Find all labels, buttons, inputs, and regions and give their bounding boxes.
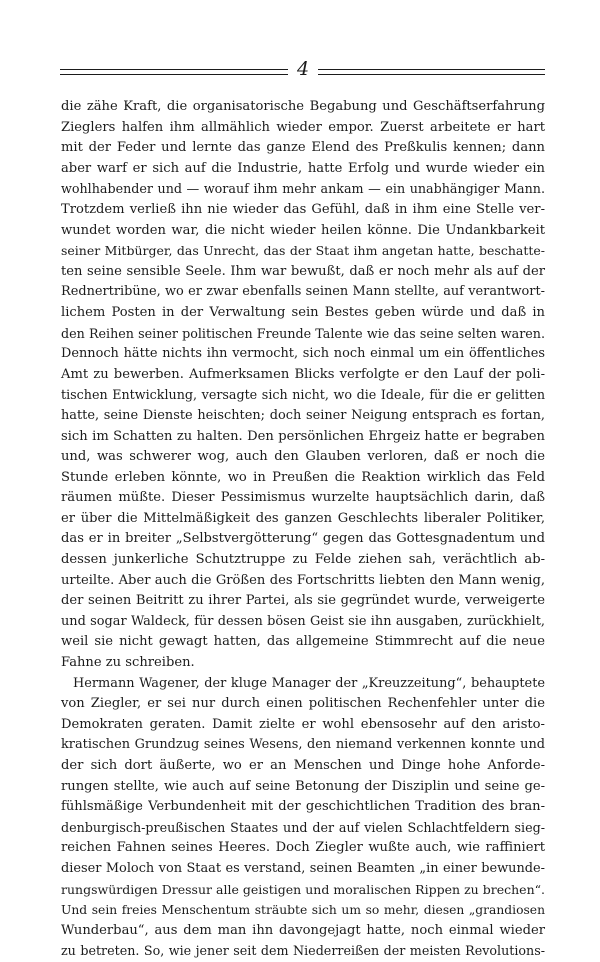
header-rule-right: [318, 69, 545, 75]
text-line: weil sie nicht gewagt hatten, das allgemeine Stimmrecht auf die neue: [61, 634, 545, 650]
text-line: Rednertribüne, wo er zwar ebenfalls seinen Mann stellte, auf verantwort-: [61, 284, 545, 300]
text-line: Wunderbau“, aus dem man ihn davongejagt hatte, noch einmal wieder: [61, 922, 545, 938]
text-line: rungen stellte, wie auch auf seine Betonung der Disziplin und seine ge-: [61, 778, 545, 794]
text-line: und, was schwerer wog, auch den Glauben verloren, daß er noch die: [61, 449, 545, 465]
text-line: Fahne zu schreiben.: [61, 655, 195, 671]
text-line: der sich dort äußerte, wo er an Menschen und Dinge hohe Anforde-: [61, 758, 545, 773]
text-line: sich im Schatten zu halten. Den persönlichen Ehrgeiz hatte er begraben: [61, 428, 545, 444]
text-line: reichen Fahnen seines Heeres. Doch Ziegler wußte auch, wie raffiniert: [61, 840, 545, 856]
text-line: dessen junkerliche Schutztruppe zu Felde ziehen sah, verächtlich ab-: [61, 552, 545, 568]
text-line: Stunde erleben könnte, wo in Preußen die Reaktion wirklich das Feld: [61, 469, 545, 485]
text-line: Und sein freies Menschentum sträubte sich um so mehr, diesen „grandiosen: [61, 903, 545, 918]
text-line: Demokraten geraten. Damit zielte er wohl ebensosehr auf den aristo-: [61, 716, 545, 732]
text-line: dieser Moloch von Staat es verstand, seinen Beamten „in einer bewunde-: [61, 860, 545, 876]
text-line: fühlsmäßige Verbundenheit mit der geschichtlichen Tradition des bran-: [61, 799, 545, 815]
text-line: von Ziegler, er sei nur durch einen politischen Rechenfehler unter die: [61, 696, 545, 712]
page-number: 4: [296, 58, 310, 80]
text-line: mit der Feder und lernte das ganze Elend des Preßkulis kennen; dann: [61, 140, 545, 156]
text-line: urteilte. Aber auch die Größen des Fortschritts liebten den Mann wenig,: [61, 572, 545, 588]
text-line: die zähe Kraft, die organisatorische Begabung und Geschäftserfahrung: [61, 99, 545, 114]
text-line: Amt zu bewerben. Aufmerksamen Blicks verfolgte er den Lauf der poli-: [61, 366, 545, 382]
text-line: aber warf er sich auf die Industrie, hatte Erfolg und wurde wieder ein: [61, 160, 545, 176]
text-line: und sogar Waldeck, für dessen bösen Geist sie ihn ausgaben, zurückhielt,: [61, 613, 545, 629]
text-line: Hermann Wagener, der kluge Manager der „Kreuzzeitung“, behauptete: [73, 675, 545, 691]
header-rule-left: [60, 69, 288, 75]
text-line: zu betreten. So, wie jener seit dem Niederreißen der meisten Revolutions-: [61, 943, 545, 959]
text-line: ten seine sensible Seele. Ihm war bewußt, daß er noch mehr als auf der: [61, 263, 545, 279]
page-header: [60, 58, 545, 83]
text-line: der seinen Beitritt zu ihrer Partei, als sie gegründet wurde, verweigerte: [61, 593, 545, 609]
text-line: wohlhabender und — worauf ihm mehr ankam — ein unabhängiger Mann.: [61, 181, 545, 197]
text-line: Trotzdem verließ ihn nie wieder das Gefühl, daß in ihm eine Stelle ver-: [61, 201, 545, 217]
text-line: rungswürdigen Dressur alle geistigen und moralischen Rippen zu brechen“.: [61, 881, 545, 897]
body-text: [61, 97, 545, 962]
text-line: räumen müßte. Dieser Pessimismus wurzelte hauptsächlich darin, daß: [61, 490, 545, 506]
text-line: tischen Entwicklung, versagte sich nicht, wo die Ideale, für die er gelitten: [61, 387, 545, 403]
text-line: Zieglers halfen ihm allmählich wieder empor. Zuerst arbeitete er hart: [61, 119, 545, 135]
text-line: hatte, seine Dienste heischten; doch seiner Neigung entsprach es fortan,: [61, 407, 545, 423]
text-line: er über die Mittelmäßigkeit des ganzen Geschlechts liberaler Politiker,: [61, 510, 545, 526]
text-line: lichem Posten in der Verwaltung sein Bestes geben würde und daß in: [61, 304, 545, 320]
text-line: wundet worden war, die nicht wieder heilen könne. Die Undankbarkeit: [61, 222, 545, 238]
text-line: denburgisch-preußischen Staates und der auf vielen Schlachtfeldern sieg-: [61, 819, 545, 835]
text-line: seiner Mitbürger, das Unrecht, das der Staat ihm angetan hatte, beschatte-: [61, 243, 545, 259]
text-line: das er in breiter „Selbstvergötterung“ gegen das Gottesgnadentum und: [61, 531, 545, 547]
text-line: kratischen Grundzug seines Wesens, den niemand verkennen konnte und: [61, 737, 545, 753]
text-line: den Reihen seiner politischen Freunde Talente wie das seine selten waren.: [61, 325, 545, 341]
text-line: Dennoch hätte nichts ihn vermocht, sich noch einmal um ein öffentliches: [61, 346, 545, 362]
